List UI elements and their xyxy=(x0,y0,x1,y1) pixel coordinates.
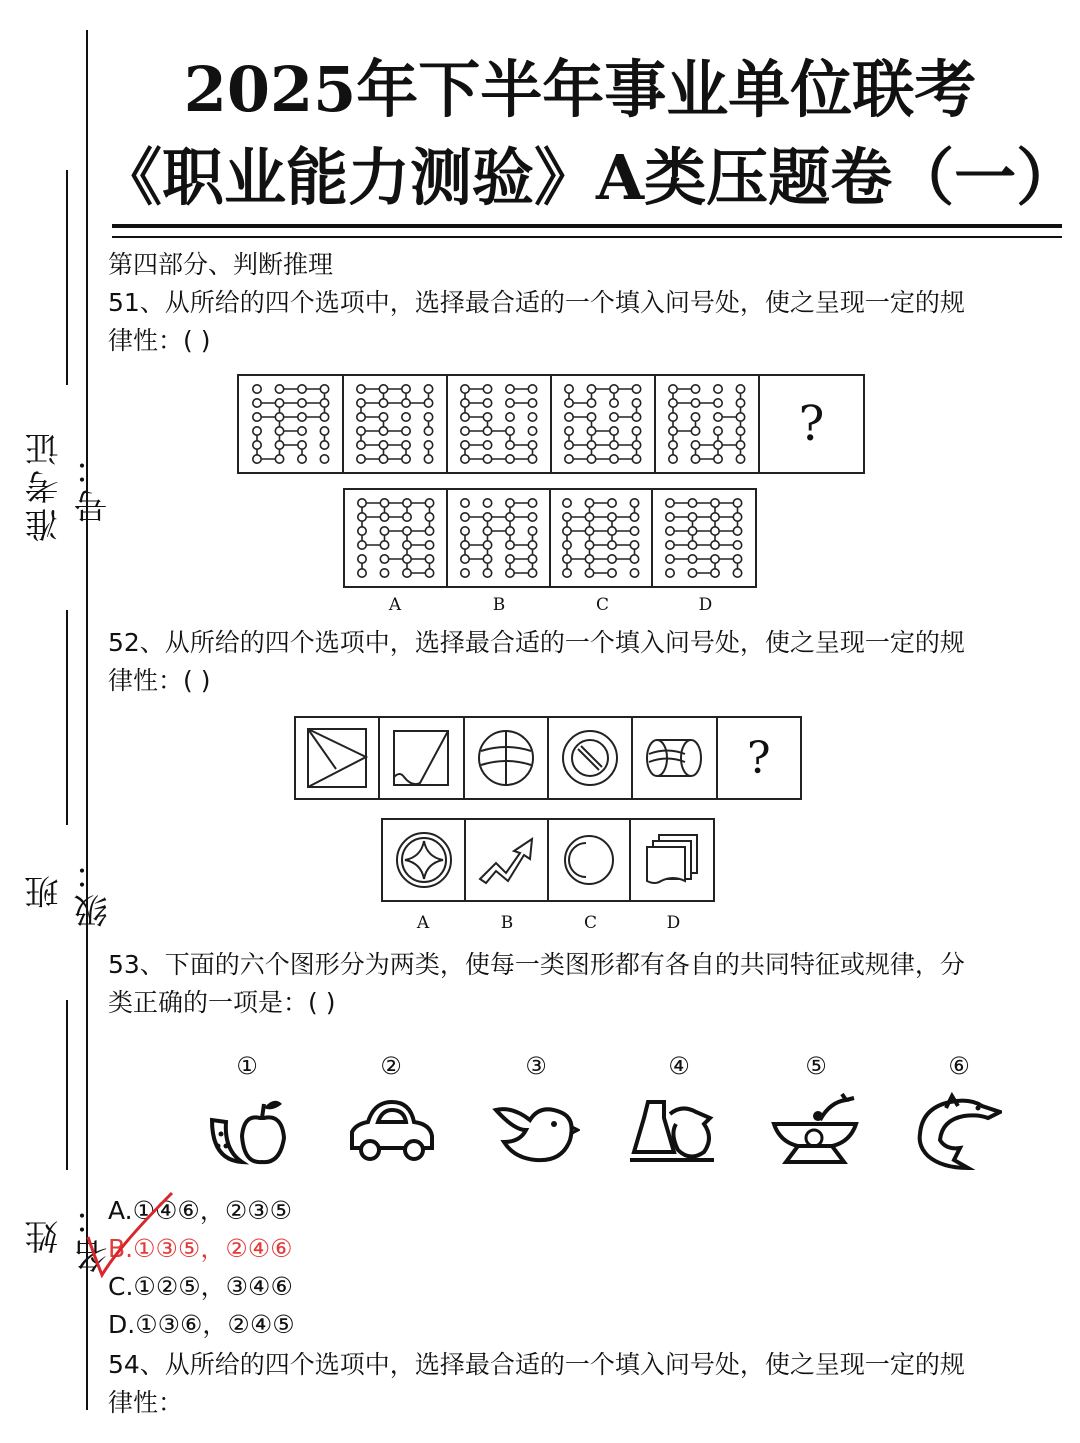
triangle-square-icon xyxy=(306,727,368,789)
q51-figure-5 xyxy=(656,376,760,472)
cylinder-icon xyxy=(643,727,705,789)
title-rule-thin xyxy=(112,236,1062,238)
q52-figure-5 xyxy=(633,718,717,798)
star-circle-icon xyxy=(393,829,455,891)
name-label: 姓名： xyxy=(25,1197,114,1273)
q52-option-d-figure[interactable] xyxy=(631,820,713,900)
dot-grid-icon xyxy=(661,495,747,581)
option-label: B xyxy=(500,913,514,933)
prohibition-icon xyxy=(559,727,621,789)
exam-id-label: 准考证号： xyxy=(25,428,114,542)
q54-line1: 54、从所给的四个选项中，选择最合适的一个填入问号处，使之呈现一定的规 xyxy=(108,1350,965,1379)
q52-figure-3 xyxy=(465,718,549,798)
bird-icon xyxy=(490,1090,580,1170)
crescent-circle-icon xyxy=(558,829,620,891)
q52-question-cell xyxy=(718,718,800,798)
exam-id-fill-line xyxy=(66,170,68,385)
title-rule-thick xyxy=(112,224,1062,228)
q51-option-labels xyxy=(343,595,757,615)
page-title-line1: 2025年下半年事业单位联考 xyxy=(183,53,977,126)
q52-option-a-figure[interactable] xyxy=(383,820,466,900)
figure-number: ① xyxy=(236,1052,258,1080)
page-title-line2: 《职业能力测验》A类压题卷（一） xyxy=(100,141,1079,214)
dot-grid-icon xyxy=(248,381,334,467)
q51-option-d-figure[interactable] xyxy=(653,490,755,586)
name-fill-line xyxy=(66,1000,68,1170)
figure-number: ② xyxy=(380,1052,402,1080)
q52-figure-1 xyxy=(296,718,380,798)
section-heading: 第四部分、判断推理 xyxy=(108,250,334,279)
q51-question-cell xyxy=(760,376,863,472)
q51-option-b-figure[interactable] xyxy=(448,490,551,586)
dolphin-icon xyxy=(912,1090,1002,1170)
q51-figure-1 xyxy=(239,376,344,472)
option-label: A xyxy=(388,595,402,615)
striped-ball-icon xyxy=(475,727,537,789)
q53-answer-a[interactable]: A.①④⑥，②③⑤ xyxy=(108,1196,293,1225)
q52-option-c-figure[interactable] xyxy=(549,820,631,900)
q51-line1: 51、从所给的四个选项中，选择最合适的一个填入问号处，使之呈现一定的规 xyxy=(108,288,965,317)
option-label: C xyxy=(583,913,597,933)
option-label: D xyxy=(666,913,681,933)
question-mark: ? xyxy=(747,732,771,784)
q53-answer-d[interactable]: D.①③⑥，②④⑤ xyxy=(108,1310,295,1339)
q51-option-a-figure[interactable] xyxy=(345,490,448,586)
option-label: C xyxy=(595,595,609,615)
dot-grid-icon xyxy=(353,495,439,581)
q52-options xyxy=(381,818,715,902)
checkmark-icon xyxy=(80,1185,200,1285)
figure-number: ③ xyxy=(525,1052,547,1080)
dot-grid-icon xyxy=(456,381,542,467)
q53-answer-c[interactable]: C.①②⑤，③④⑥ xyxy=(108,1272,293,1301)
option-label: A xyxy=(416,913,430,933)
zigzag-arrow-icon xyxy=(476,829,538,891)
q52-line1: 52、从所给的四个选项中，选择最合适的一个填入问号处，使之呈现一定的规 xyxy=(108,628,965,657)
class-fill-line xyxy=(66,610,68,825)
q53-answer-b[interactable]: B.①③⑤，②④⑥ xyxy=(108,1234,293,1263)
q54-line2: 律性： xyxy=(108,1388,184,1417)
q51-figure-3 xyxy=(448,376,552,472)
fruit-icon xyxy=(204,1090,294,1170)
dot-grid-icon xyxy=(352,381,438,467)
class-label: 班级： xyxy=(25,852,114,928)
q52-option-b-figure[interactable] xyxy=(466,820,549,900)
slanted-square-icon xyxy=(390,727,452,789)
q51-line2: 律性：( ) xyxy=(108,326,211,355)
q51-sequence xyxy=(237,374,865,474)
q52-option-labels xyxy=(381,913,715,933)
q51-options xyxy=(343,488,757,588)
q51-figure-2 xyxy=(344,376,448,472)
q52-line2: 律性：( ) xyxy=(108,666,211,695)
option-label: B xyxy=(492,595,506,615)
figure-number: ⑤ xyxy=(805,1052,827,1080)
scale-icon xyxy=(770,1090,860,1170)
figure-number: ⑥ xyxy=(948,1052,970,1080)
q51-option-c-figure[interactable] xyxy=(551,490,653,586)
q52-figure-2 xyxy=(380,718,464,798)
kitchen-icon xyxy=(630,1090,720,1170)
q51-figure-4 xyxy=(552,376,656,472)
option-label: D xyxy=(698,595,713,615)
figure-number: ④ xyxy=(668,1052,690,1080)
dot-grid-icon xyxy=(664,381,750,467)
dot-grid-icon xyxy=(456,495,542,581)
q52-figure-4 xyxy=(549,718,633,798)
q53-line2: 类正确的一项是：( ) xyxy=(108,988,336,1017)
dot-grid-icon xyxy=(558,495,644,581)
q53-line1: 53、下面的六个图形分为两类，使每一类图形都有各自的共同特征或规律，分 xyxy=(108,950,965,979)
dot-grid-icon xyxy=(560,381,646,467)
question-mark: ? xyxy=(798,396,825,452)
stacked-pages-icon xyxy=(641,829,703,891)
car-icon xyxy=(346,1090,436,1170)
q52-sequence xyxy=(294,716,802,800)
